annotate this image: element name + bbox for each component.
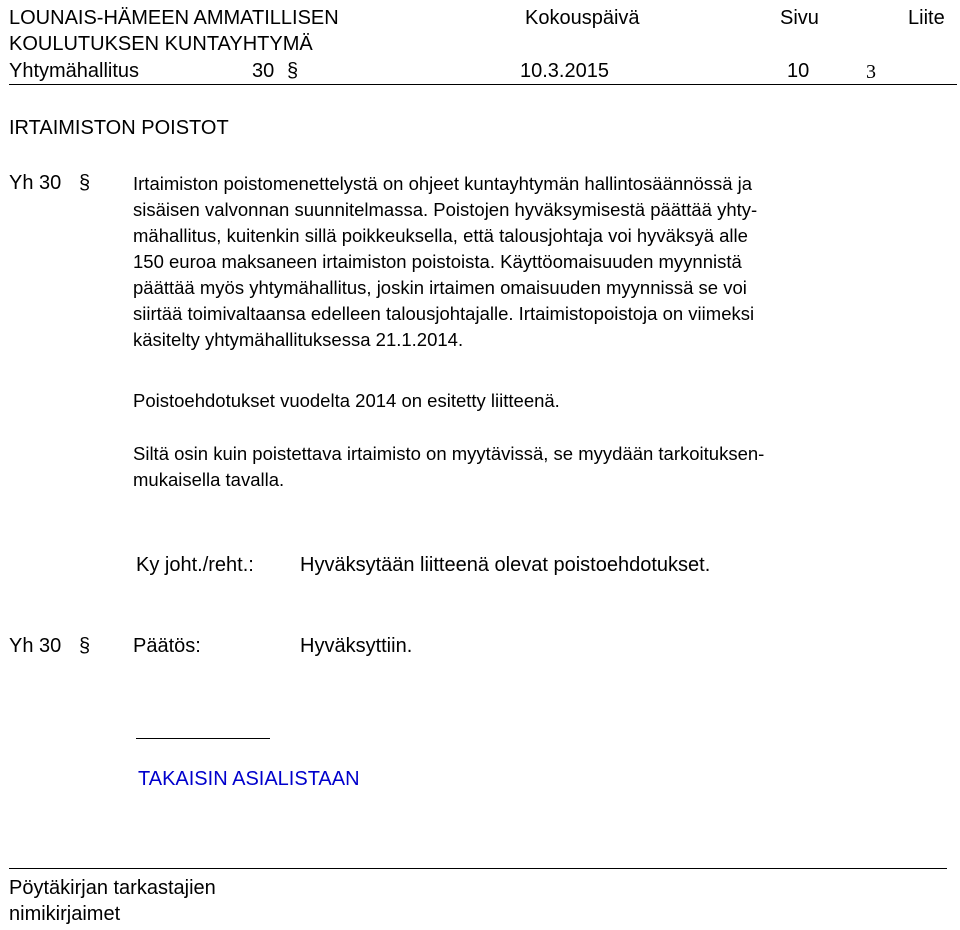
intro-line: mähallitus, kuitenkin sillä poikkeuksella, että talousjohtaja voi hyväksyä alle — [133, 225, 748, 246]
section-ref-label: Yh 30 — [9, 172, 62, 194]
intro-line: sisäisen valvonnan suunnitelmassa. Poistojen hyväksymisestä päättää yhty- — [133, 199, 758, 220]
sale-line: mukaisella tavalla. — [133, 469, 285, 490]
intro-line: käsitelty yhtymähallituksessa 21.1.2014. — [133, 329, 464, 350]
body-name: Yhtymähallitus — [9, 60, 140, 82]
page-number: 10 — [787, 60, 810, 82]
section-sign: § — [287, 60, 299, 82]
proposal-text: Hyväksytään liitteenä olevat poistoehdotukset. — [300, 554, 711, 576]
intro-line: siirtää toimivaltaansa edelleen talousjohtajalle. Irtaimistopoistoja on viimeksi — [133, 303, 755, 324]
footer-line1: Pöytäkirjan tarkastajien — [9, 877, 216, 899]
sale-line: Siltä osin kuin poistettava irtaimisto on myytävissä, se myydään tarkoituksen- — [133, 443, 765, 464]
intro-line: Irtaimiston poistomenettelystä on ohjeet kuntayhtymän hallintosäännössä ja — [133, 173, 753, 194]
decision-section-label: Yh 30 — [9, 635, 62, 657]
organization-name-line1: LOUNAIS-HÄMEEN AMMATILLISEN — [9, 7, 339, 29]
proposal-label: Ky joht./reht.: — [136, 554, 254, 576]
footer-line2: nimikirjaimet — [9, 903, 121, 925]
decision-label: Päätös: — [133, 635, 201, 657]
footer-rule — [9, 868, 947, 869]
page-label: Sivu — [780, 7, 819, 29]
page-title: IRTAIMISTON POISTOT — [9, 117, 229, 139]
attachment-label: Liite — [908, 7, 945, 29]
header-rule — [9, 84, 957, 85]
back-to-agenda-link[interactable]: TAKAISIN ASIALISTAAN — [138, 768, 360, 790]
attachment-number: 3 — [866, 61, 876, 83]
intro-paragraph — [133, 171, 757, 353]
intro-line: päättää myös yhtymähallitus, joskin irtaimen omaisuuden myynnissä se voi — [133, 277, 747, 298]
sale-paragraph — [133, 441, 764, 493]
section-ref-sign: § — [79, 172, 91, 194]
decision-section-sign: § — [79, 635, 91, 657]
meeting-date-label: Kokouspäivä — [525, 7, 640, 29]
decision-text: Hyväksyttiin. — [300, 635, 413, 657]
meeting-date: 10.3.2015 — [520, 60, 609, 82]
section-number: 30 — [252, 60, 275, 82]
separator-line — [136, 738, 270, 739]
organization-name-line2: KOULUTUKSEN KUNTAYHTYMÄ — [9, 33, 313, 55]
proposals-paragraph: Poistoehdotukset vuodelta 2014 on esitetty liitteenä. — [133, 390, 560, 411]
intro-line: 150 euroa maksaneen irtaimiston poistoista. Käyttöomaisuuden myynnistä — [133, 251, 742, 272]
